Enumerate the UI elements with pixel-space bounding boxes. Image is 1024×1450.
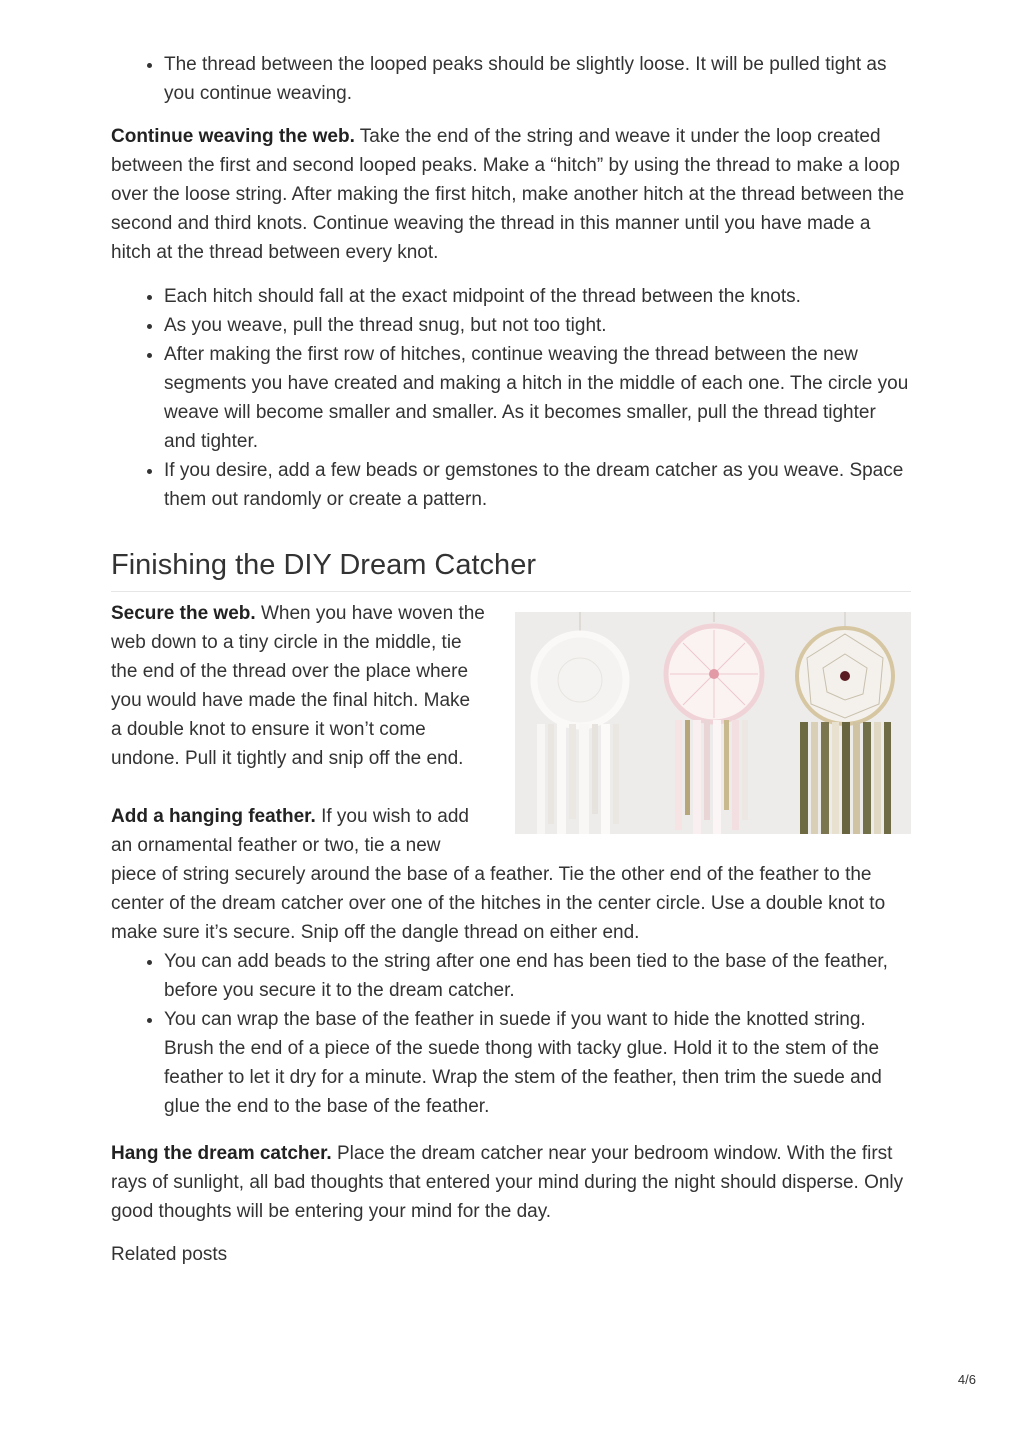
page-number: 4/6 bbox=[957, 1372, 976, 1387]
paragraph-text: If you wish to add an ornamental feather or two, tie a new piece of string securely around the base of a feather. Tie the other end of the feather to the center of the dream catcher over one of the hitches in the center circle. Use a double knot to make sure it’s secure. Snip off the dangle thread on either end. bbox=[111, 806, 886, 943]
list-item: • If you desire, add a few beads or gemstones to the dream catcher as you weave. Space them out randomly or create a pattern. bbox=[164, 456, 911, 514]
bullet-list-top bbox=[111, 50, 911, 108]
paragraph-text: Take the end of the string and weave it under the loop created between the first and second looped peaks. Make a “hitch” by using the thread to make a loop over the loose string. After making the first hitch, make another hitch at the thread between the second and third knots. Continue weaving the thread in this manner until you have made a hitch at the thread between every knot. bbox=[111, 126, 905, 263]
paragraph-text: When you have woven the web down to a tiny circle in the middle, tie the end of the thread over the place where you would have made the final hitch. Make a double knot to ensure it won’t come undone. Pull it tightly and snip off the end. bbox=[111, 603, 485, 769]
paragraph-lead-heading: Hang the dream catcher. bbox=[111, 1143, 332, 1164]
list-item: • Each hitch should fall at the exact midpoint of the thread between the knots. bbox=[164, 282, 911, 311]
paragraph-continue-weaving bbox=[111, 122, 911, 267]
article-content bbox=[111, 50, 911, 1269]
paragraph-lead-heading: Continue weaving the web. bbox=[111, 126, 355, 147]
paragraph-lead-heading: Secure the web. bbox=[111, 603, 256, 624]
section-heading: Finishing the DIY Dream Catcher bbox=[111, 547, 911, 592]
bullet-list-weaving bbox=[111, 282, 911, 514]
bullet-list-feather bbox=[111, 947, 911, 1121]
list-item: • The thread between the looped peaks should be slightly loose. It will be pulled tight as you continue weaving. bbox=[164, 50, 911, 108]
list-item: • As you weave, pull the thread snug, but not too tight. bbox=[164, 311, 911, 340]
related-posts-heading: Related posts bbox=[111, 1244, 228, 1265]
paragraph-hang-dream-catcher bbox=[111, 1139, 911, 1226]
list-item: • You can add beads to the string after one end has been tied to the base of the feather, before you secure it to the dream catcher. bbox=[164, 947, 911, 1005]
dream-catchers-image bbox=[515, 612, 911, 834]
paragraph-text: Place the dream catcher near your bedroom window. With the first rays of sunlight, all bad thoughts that entered your mind during the night should disperse. Only good thoughts will be entering your mind for the day. bbox=[111, 1143, 904, 1222]
list-item: • After making the first row of hitches, continue weaving the thread between the new segments you have created and making a hitch in the middle of each one. The circle you weave will become smaller and smaller. As it becomes smaller, pull the thread tighter and tighter. bbox=[164, 340, 911, 456]
paragraph-lead-heading: Add a hanging feather. bbox=[111, 806, 316, 827]
list-item: • You can wrap the base of the feather in suede if you want to hide the knotted string. Brush the end of a piece of the suede thong with tacky glue. Hold it to the stem of the feather to let it dry for a minute. Wrap the stem of the feather, then trim the suede and glue the end to the base of the feather. bbox=[164, 1005, 911, 1121]
